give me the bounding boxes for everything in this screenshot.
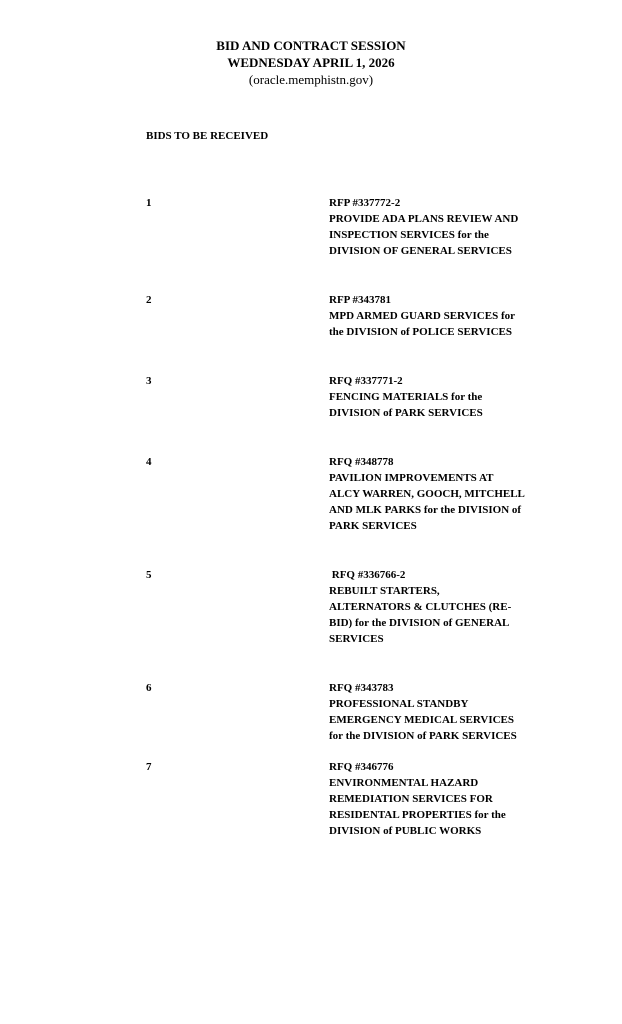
bid-number: 6	[146, 682, 152, 694]
bid-description-line: the DIVISION of POLICE SERVICES	[329, 326, 512, 338]
bid-description-line: INSPECTION SERVICES for the	[329, 229, 489, 241]
bid-description-line: BID) for the DIVISION of GENERAL	[329, 617, 510, 629]
bid-reference: RFQ #346776	[329, 761, 394, 773]
bid-reference: RFQ #337771-2	[329, 375, 403, 387]
bid-description-line: MPD ARMED GUARD SERVICES for	[329, 310, 516, 322]
session-date: WEDNESDAY APRIL 1, 2026	[227, 55, 395, 70]
bid-description-line: EMERGENCY MEDICAL SERVICES	[329, 714, 515, 726]
bid-reference: RFQ #348778	[329, 456, 394, 468]
bid-number: 2	[146, 294, 152, 306]
bid-description-line: REBUILT STARTERS,	[329, 585, 440, 597]
bid-description-line: RESIDENTAL PROPERTIES for the	[329, 809, 506, 821]
bid-reference: RFQ #343783	[329, 682, 394, 694]
session-title: BID AND CONTRACT SESSION	[216, 38, 406, 53]
bid-description-line: SERVICES	[329, 633, 384, 645]
bid-details	[329, 759, 559, 839]
bid-details	[329, 195, 559, 259]
bid-number: 7	[146, 761, 152, 773]
bid-description-line: DIVISION of PUBLIC WORKS	[329, 825, 482, 837]
bid-number: 5	[146, 569, 152, 581]
bid-details	[329, 373, 559, 421]
bid-description-line: DIVISION of PARK SERVICES	[329, 407, 483, 419]
bid-number: 3	[146, 375, 152, 387]
bid-description-line: ALTERNATORS & CLUTCHES (RE-	[329, 601, 512, 613]
bid-description-line: REMEDIATION SERVICES FOR	[329, 793, 493, 805]
bid-description-line: DIVISION OF GENERAL SERVICES	[329, 245, 512, 257]
bid-number: 1	[146, 197, 152, 209]
bid-details	[329, 680, 559, 744]
bid-description-line: for the DIVISION of PARK SERVICES	[329, 730, 517, 742]
bid-description-line: PARK SERVICES	[329, 520, 417, 532]
section-heading: BIDS TO BE RECEIVED	[146, 130, 269, 142]
bid-description-line: AND MLK PARKS for the DIVISION of	[329, 504, 522, 516]
bid-reference: RFP #343781	[329, 294, 392, 306]
bid-number: 4	[146, 456, 152, 468]
bid-reference: RFP #337772-2	[329, 197, 401, 209]
bid-details	[329, 292, 559, 340]
bid-description-line: PROVIDE ADA PLANS REVIEW AND	[329, 213, 519, 225]
bid-description-line: ENVIRONMENTAL HAZARD	[329, 777, 479, 789]
bid-details	[329, 567, 559, 647]
bid-description-line: FENCING MATERIALS for the	[329, 391, 483, 403]
document-header	[0, 37, 622, 88]
bid-description-line: PROFESSIONAL STANDBY	[329, 698, 469, 710]
bid-details	[329, 454, 559, 534]
bid-reference: RFQ #336766-2	[329, 569, 406, 581]
bid-description-line: PAVILION IMPROVEMENTS AT	[329, 472, 494, 484]
bid-description-line: ALCY WARREN, GOOCH, MITCHELL	[329, 488, 525, 500]
website-reference: (oracle.memphistn.gov)	[248, 72, 374, 87]
